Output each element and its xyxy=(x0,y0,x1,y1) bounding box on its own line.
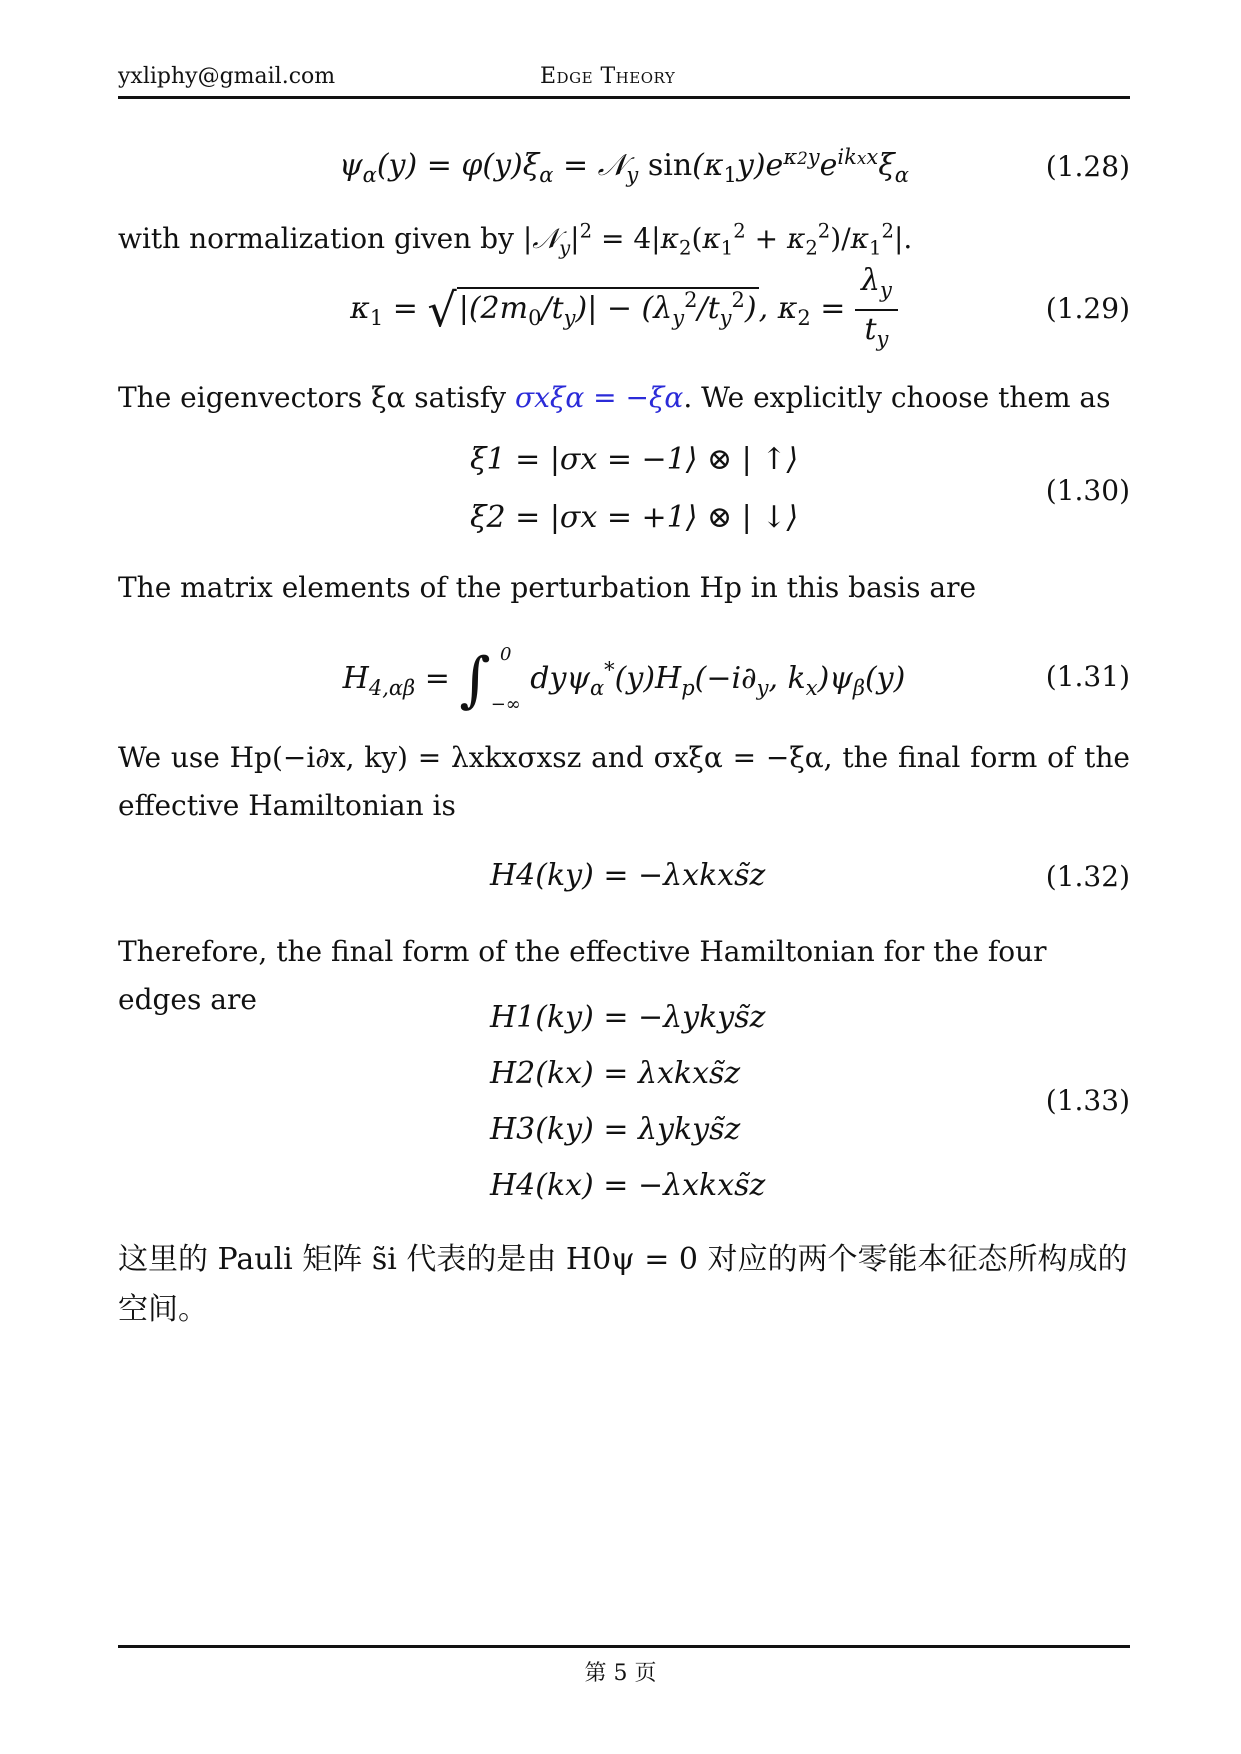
equation-number-1-33: (1.33) xyxy=(1045,1084,1130,1117)
equation-number-1-30: (1.30) xyxy=(1045,474,1130,507)
paragraph-we-use: We use Hp(−i∂x, ky) = λxkxσxsz and σxξα = −ξα, the final form of the effective Hamiltonian is xyxy=(118,741,1130,822)
equation-1-30-line-1: ξ1 = |σx = −1⟩ ⊗ | ↑⟩ xyxy=(470,442,799,477)
page-number: 第 5 页 xyxy=(584,1661,657,1686)
equation-1-29-render: $\kappa_1 = √|(2m_0/t_y)| - (\lambda_y^2/t_y^2)$, $\kappa_2$ = $\frac{\lambda_y}{t_y}$ xyxy=(350,291,898,326)
header-rule xyxy=(118,96,1130,99)
header-title: Edge Theory xyxy=(540,64,676,89)
eigen-prefix: The eigenvectors ξα satisfy xyxy=(118,381,507,414)
paragraph-chinese: 这里的 Pauli 矩阵 s̃i 代表的是由 H0ψ = 0 对应的两个零能本征态所构成的空间。 xyxy=(118,1242,1128,1327)
equation-1-28 xyxy=(118,145,1130,187)
equation-1-33-line-3: H3(ky) = λykys̃z xyxy=(490,1112,741,1147)
eigen-relation-link[interactable]: σxξα = −ξα xyxy=(515,381,684,414)
paragraph-matrix-elements: The matrix elements of the perturbation Hp in this basis are xyxy=(118,571,977,604)
paragraph-therefore: Therefore, the final form of the effective Hamiltonian for the four edges are xyxy=(118,935,1047,1016)
equation-number-1-31: (1.31) xyxy=(1045,660,1130,693)
equation-1-31 xyxy=(118,630,1130,730)
footer-rule xyxy=(118,1645,1130,1648)
equation-1-32: H4(ky) = −λxkxs̃z xyxy=(490,858,766,893)
equation-1-31-render: $H_{4,\alpha\beta}$ = ∫ 0 −∞ $dy\psi_\alpha^*(y)H_p(-i\partial_y$, $k_x)\psi_\beta(y)$ xyxy=(342,644,906,715)
equation-1-33-line-1: H1(ky) = −λykys̃z xyxy=(490,1000,766,1035)
equation-number-1-28: (1.28) xyxy=(1045,150,1130,183)
eigen-suffix: . We explicitly choose them as xyxy=(683,381,1111,414)
header-email: yxliphy@gmail.com xyxy=(118,64,336,89)
paragraph-eigenvectors xyxy=(118,374,1130,422)
equation-1-28-render: $\psi_\alpha(y) = \varphi(y)\xi_\alpha$ = 𝒩$_y$ $\sin(\kappa_1y)e^{\kappa 2y}e^{ikxx}\xi_\alpha$ xyxy=(339,145,909,187)
equation-1-33-line-4: H4(kx) = −λxkxs̃z xyxy=(490,1168,766,1203)
equation-1-33-line-2: H2(kx) = λxkxs̃z xyxy=(490,1056,741,1091)
equation-1-30-line-2: ξ2 = |σx = +1⟩ ⊗ | ↓⟩ xyxy=(470,500,799,535)
equation-number-1-32: (1.32) xyxy=(1045,860,1130,893)
equation-number-1-29: (1.29) xyxy=(1045,292,1130,325)
equation-1-29 xyxy=(118,262,1130,358)
normalization-render: with normalization given by $|𝒩_y|^2 = 4|\kappa_2(\kappa_1^2 + \kappa_2^2)/\kappa_1^2|$. xyxy=(118,220,913,260)
